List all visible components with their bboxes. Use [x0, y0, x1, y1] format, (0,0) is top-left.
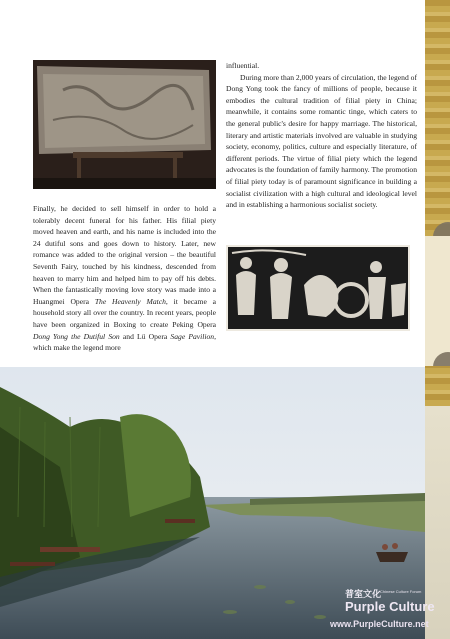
left-column-text	[33, 203, 216, 354]
text-span: , which make the legend more	[33, 331, 217, 353]
left-paragraph	[33, 203, 216, 354]
watermark-url: www.PurpleCulture.net	[330, 619, 429, 629]
right-paragraph: During more than 2,000 years of circulation, the legend of Dong Yong took the fancy of millions of people, because it embodies the cultural tradition of filial piety in China; meanwhile, it contains some romantic tinge, which caters to the general public's desire for happy marriage. The historical, literary and artistic materials involved are valuable in studying society, economy, politics, culture and especially literature, of different periods. The virtue of filial piety which the legend advocates is the foundation of family harmony. The promotion of filial piety today is of paramount significance in building a socialist civilization with a high cultural and ideological level and in establishing a harmonious socialist society.	[226, 72, 417, 210]
watermark-chinese: 普室文化	[345, 590, 382, 600]
right-column-text	[226, 60, 417, 211]
text-span: Finally, he decided to sell himself in order to hold a tolerably decent funeral for his father. His filial piety moved heaven and earth, and his name is included into the 24 dutiful sons and goes down to history. Later, new romance was added to the original version – the beautiful Seventh Fairy, touched by his kindness, descended from heaven to marry him and helped him to pay off his debts. When the fantastically moving love story was made into a Huangmei Opera	[33, 204, 216, 306]
stone-relief-photo	[33, 60, 216, 189]
relief-rubbing-image	[226, 245, 410, 331]
text-span: , it became a household story all over the country. In recent years, people have been organized in Boxing to create Peking Opera	[33, 296, 216, 329]
side-tab	[425, 236, 450, 366]
gold-pattern-top	[425, 0, 450, 236]
opera-title: The Heavenly Match	[94, 296, 166, 306]
watermark-name: Purple Culture	[345, 599, 435, 614]
opera-title: Sage Pavilion	[170, 331, 215, 341]
continuation-line: influential.	[226, 61, 260, 70]
opera-title: Dong Yong the Dutiful Son	[33, 331, 120, 341]
side-decorative-strip	[425, 0, 450, 639]
watermark-subtitle: Chinese Culture Forum	[380, 589, 422, 594]
gold-pattern-bottom	[425, 366, 450, 406]
text-span: and Lü Opera	[119, 331, 171, 341]
